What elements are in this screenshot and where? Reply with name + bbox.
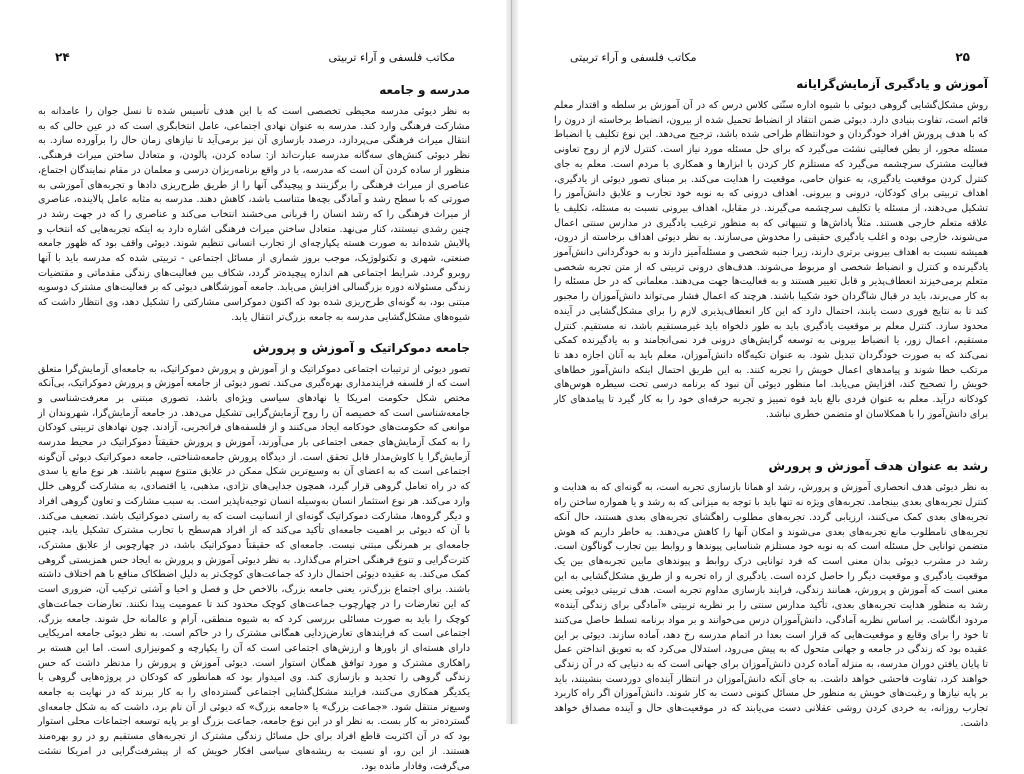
page-header bbox=[55, 50, 455, 68]
section-heading: رشد به عنوان هدف آموزش و پرورش bbox=[768, 459, 988, 474]
section-paragraph: به نظر دیوئی هدف انحصاری آموزش و پرورش، رشد او همانا بازسازی تجربه است، به گونه‌ای که به هدایت و کنترل تجربه‌های بعدی بینجامد. تجربه‌های ویژه نه تنها باید با توجه به میزانی که به رشد و یا همواره ساختن راه تجربه‌های بعدی کمک می‌کنند، ارزیابی گردد. تجربه‌های مطلوب راهگشای تجربه‌های بعدی هستند، حال آنکه تجربه‌های نامطلوب مانع تجربه‌های بعدی می‌شوند و امکان آنها را کاهش می‌دهند. به خاطر داریم که هوش متضمن توانایی حل مسئله است که به نوبه خود مستلزم شناسایی پیوندها و روابط بین تجارب گوناگون است. رشد در مشرب دیوئی بدان معنی است که فرد توانایی درک روابط و پیوندهای مابین تجربه‌های بین یک موقعیت یادگیری و موقعیت دیگر را حاصل کرده است. یادگیری از راه تجربه و از طریق مشکل‌گشایی به این معنی است که آموزش و پرورش، همانند زندگی، فرایند بازسازی مداوم تجربه است. هدف تربیتی دیوئی یعنی رشد به منظور هدایت تجربه‌های بعدی، تأکید مدارس سنتی را بر نظریه تربیتی «آمادگی برای زندگی آینده» مردود انگاشت. بر اساس نظریه آمادگی، دانش‌آموزان درس می‌خوانند و بر مواد برنامه تسلط حاصل می‌کنند تا خود را برای وقایع و موقعیت‌هایی که قرار است بعدا در اتمام مدرسه رخ دهد، آماده سازند. دیوئی بر این عقیده بود که زندگی در جامعه و جهانی متحول که به پیش می‌رود، استدلال می‌کرد که به تعویق انداختن عمل تا پایان یافتن دوران مدرسه، به منزله آماده کردن دانش‌آموزان برای جهانی است که به دنیایی که در آن زندگی خواهند کرد، تفاوت فاحشی خواهد داشت. به جای آنکه دانش‌آموزان در انتظار آینده‌ای دوردست بنشینند، باید بر پایه نیازها و رغبت‌های خویش به منظور حل مسائل کنونی دست به کار شوند. دانش‌آموزان اگر راه کاربرد تجارب روزانه، به خردی کردن روشی عقلانی دست می‌یابند که در موقعیت‌های حال و آینده مصداق خواهد داشت. bbox=[554, 482, 988, 729]
page-number: ۲۴ bbox=[55, 50, 70, 64]
page-number: ۲۵ bbox=[955, 50, 970, 64]
page-header bbox=[570, 50, 970, 68]
page-fold bbox=[511, 0, 512, 724]
right-page bbox=[518, 0, 1024, 729]
section-heading: آموزش و یادگیری آزمایش‌گرایانه bbox=[796, 77, 988, 91]
running-header: مکاتب فلسفی و آراء تربیتی bbox=[570, 51, 697, 64]
left-page bbox=[0, 0, 506, 772]
running-header: مکاتب فلسفی و آراء تربیتی bbox=[328, 51, 455, 64]
section-heading: مدرسه و جامعه bbox=[379, 83, 470, 97]
section-heading: جامعه دموکراتیک و آموزش و پرورش bbox=[252, 340, 470, 355]
section-paragraph: تصور دیوئی از ترتیبات اجتماعی دموکراتیک و از آموزش و پرورش دموکراتیک، به جامعه‌ای آزمایش‌گرا متعلق است که از فلسفه فرایندمداری بهره‌گیری می‌کند. تصور دیوئی از جامعه آموزش و پرورش دموکراتیک، بی‌آنکه مختص شکل حکومت امریکا یا نهادهای سیاسی ویژه‌ای باشد، تصوری مبتنی بر معرفت‌شناسی و جامعه‌شناسی است که خصیصه آن را روح آزمایش‌گرایی تشکیل می‌دهد. در جامعه آزمایش‌گرا، شهروندان از موانعی که حکومت‌های خودکامه ایجاد می‌کنند و از فلسفه‌های فراتجربی، آزادند. چون نهادهای تربیتی کودکان را به کمک آزمایش‌های جمعی اجتماعی بار می‌آورند، آموزش و پرورش حقیقتاً دموکراتیک در محیط مدرسه آزمایش‌گرا یا کاوش‌مدار قابل تحقق است. از دیدگاه پرورش جامعه‌شناختی، جامعه دموکراتیک دیوئی آن‌گونه اجتماعی است که به اعضای آن به وسیع‌ترین شکل ممکن در علایق متنوع سهیم باشند. هر نوع مانع یا سدی که در راه تعامل گروهی قرار گیرد، همچون جدایی‌های نژادی، مذهبی، یا اقتصادی، به مشارکت گروهی خلل وارد می‌کند. هر نوع استثمار انسان به‌وسیله انسان توجیه‌ناپذیر است. به سبب مشارکت و تعاون گروهی افراد و دیگر گروه‌ها، مشارکت دموکراتیک گونه‌ای از انسانیت است که به راستی دموکراتیک باشد. تضعیف می‌کند. با آن که دیوئی بر اهمیت جامعه‌ای تأکید می‌کند که از افراد هم‌سطح با تجارب مشترک تشکیل یابد، چنین جامعه‌ای بر همرنگی مبتنی نیست. جامعه‌ای که حقیقتاً دموکراتیک باشد، در چهارچوبی از علایق مشترک، کثرت‌گرایی و تنوع فرهنگی احترام می‌گذارد. به نظر دیوئی آموزش و پرورش به ایجاد حس همزیستی گروهی کمک می‌کند. به عقیده دیوئی احتمال دارد که جماعت‌های کوچک‌تر به دلیل اضطکاک منافع با هم اختلاف داشته باشند. برای اجتماع بزرگ‌تر، یعنی جامعه بزرگ، بالاخص حل و فصل و احیا و آشتی ترکیب آن، ضروری است که این تعارضات را در چهارچوب جماعت‌های کوچک محدود کند تا عمومیت پیدا نکنند. تعارضات جماعت‌های کوچک را باید به صورت مسائلی بررسی کرد که به شیوه منطقی، آرام و عالمانه حل شوند. جامعه بزرگ، اجتماعی است که فرایندهای تعارض‌زدایی همگانی مشترک را در حاکم است. به نظر دیوئی جامعه امریکایی دارای هسته‌ای از باورها و ارزش‌های اجتماعی است که آن را یکپارچه و کمونیزاری است. اما این هسته بر راهکاری مشترک و مورد توافق همگان استوار است. دیوئی آموزش و پرورش را مدنظر داشت که حس زندگی گروهی را تجدید و بازسازی کند. وی امیدوار بود که همانطور که کودکان در پروژه‌هایی گروهی با یکدیگر همکاری می‌کنند، فرایند مشکل‌گشایی اجتماعی گسترده‌ای را به کار ببرند که در نهایت به جامعه وسیع‌تر منتقل شود. «جماعت بزرگ» یا «جامعه بزرگ» که دیوئی از آن نام برد، داشت که به شکل جامعه‌ای گسترده‌تر به کار بست. به نظر او در این نوع جامعه، جماعت بزرگ او بر پایه توسعه اجتماعات محلی استوار بود که در آن اکثریت قاطع افراد برای حل مسائل زندگی مشترک از تجربه‌های مستقیم رو در رو بهره‌مند هستند. از این رو، او نسبت به ریشه‌های سیاسی افکار خویش که از پیشرفت‌گرایی در امریکا نشئت می‌گرفت، وفادار مانده بود. bbox=[38, 363, 470, 772]
section-paragraph: به نظر دیوئی مدرسه محیطی تخصصی است که با این هدف تأسیس شده تا نسل جوان را عامدانه به مشارکت فرهنگی وارد کند. مدرسه به عنوان نهادی اجتماعی، عامل انتخابگری است که در عین حالی که به انتقال میراث فرهنگی می‌پردازد، درصدد بازسازی آن نیز برمی‌آید تا نیازهای زمان حال را برآورده سازد. به نظر دیوئی کنش‌های سه‌گانه مدرسه عبارت‌اند از: ساده کردن، پالودن، و متعادل ساختن میراث فرهنگی. منظور از ساده کردن آن است که مدرسه، یا در واقع برنامه‌ریزان درسی و معلمان در مقام نمایندگان اجتماع، عناصری از میراث فرهنگی را برگزینند و پیچیدگی آنها را از طریق طرح‌ریزی دادها و تجربه‌های آموزشی به صورتی که با سطح رشد و آمادگی بچه‌ها متناسب باشد، کاهش دهند. مدرسه به مثابه عامل پالاینده، عناصری از میراث فرهنگی را که رشد انسان را قربانی می‌خشند انتخاب می‌کند و عناصری را که در جهت رشد در چنین رشدی نیستند، کنار می‌نهد. متعادل ساختن میراث فرهنگی اشاره دارد به اینکه تجربه‌هایی که انتخاب و پالایش شده‌اند به صورت هسته یکپارچه‌ای از تجارب انسانی تنظیم شوند. دیوئی واقف بود که ظهور جامعه صنعتی، شهری و تکنولوژیک، موجب بروز شماری از مسائل اجتماعی - تربیتی شده که مدرسه باید با آنها روبرو گردد. شرایط اجتماعی هم اندازه پیچیده‌تر گردد، شکاف بین فعالیت‌های زندگی مقدماتی و مقتضیات زندگی مسئولانه دوره بزرگسالی افزایش می‌یابد. جامعه آموزشگاهی دیوئی که بر فعالیت‌های مشترک دوسویه مبتنی بود، به گونه‌ای طرح‌ریزی شده بود که اکنون دموکراسی مشارکتی را تشکیل دهد، وی انتظار داشت که شیوه‌های مشکل‌گشایی مدرسه به جامعه بزرگ‌تر انتقال یابد. bbox=[38, 106, 470, 323]
book-gutter bbox=[506, 0, 518, 724]
page-body bbox=[554, 76, 988, 731]
page-body bbox=[38, 82, 470, 774]
section-paragraph: روش مشکل‌گشایی گروهی دیوئی با شیوه اداره سنّتی کلاس درس که در آن آموزش بر سلطه و اقتدار معلم قائم است، تفاوت بنیادی دارد. دیوئی ضمن انتقاد از انضباط تحمیل شده از بیرون، انضباط برخاسته از درون را که با هدف پرورش افراد خودگردان و خودانتظام طراحی شده باشد، ترجیح می‌دهد. این نوع تکلیف یا انضباط مسئله محور، از بطن فعالیتی نشئت می‌گیرد که برای حل مسئله مورد نیاز است. کنترل لازم از روح تعاونی فعالیت مشترک سرچشمه می‌گیرد که مستلزم کار کردن با ابزارها و همکاری با مردم است. معلم به جای کنترل کردن موقعیت یادگیری، به عنوان حامی، موقعیت را هدایت می‌کند. بر مبنای تصور دیوئی از یادگیری، اهداف تربیتی برای کودکان، درونی و بیرونی. اهداف درونی که به نوبه خود تجارب و علایق دانش‌آموز را تشکیل می‌دهند، از مسئله یا تکلیف سرچشمه می‌گیرند. در مقابل، اهداف بیرونی نسبت به مسئله، تکلیف یا علاقه متعلم خارجی هستند. مثلاً پاداش‌ها و تنبیهاتی که به منظور ترغیب یادگیری در مدارس سنتی اعمال می‌شوند، خارجی بوده و اغلب یادگیری حقیقی را مخدوش می‌سازند. به نظر دیوئی اهداف برخاسته از درون، همیشه نسبت به اهداف بیرونی برتری دارند، زیرا جنبه شخصی و مسئله‌آمیز دارند و به خودگردانی دانش‌آموز یادگیرنده و کنترل و انضباط شخصی او مربوط می‌شوند. هدف‌های درونی تربیتی که از متن تجربه شخصی متعلم برمی‌خیزند انعطاف‌پذیر و قابل تغییر هستند و به فعالیت‌ها جهت می‌دهند. معلمانی که در حل مسئله را به کار می‌برند، باید در قبال شاگردان خود شکیبا باشند. هرچند که اعمال فشار می‌تواند دانش‌آموزان را مجبور کند تا به نتایج فوری دست یابند، احتمال دارد که این کار انعطاف‌پذیری لازم را برای مشکل‌گشایی در آینده محدود سازد. کنترل معلم بر موقعیت یادگیری باید به طور دلخواه باید غیرمستقیم باشد، نه مستقیم. کنترل مستقیم، اعمال زور، یا انضباط بیرونی به توسعه گرایش‌های درونی فرد نمی‌انجامند و به یادگیرنده کمکی نمی‌کند که به صورت خودگردان تبدیل شود. به عنوان تکیه‌گاه دانش‌آموزان، معلم باید به آنان اجازه دهد تا مرتکب خطا شوند و پیامدهای اعمال خویش را تجربه کنند. به این طریق احتمال اینکه دانش‌آموز خطاهای خویش را تصحیح کند، افزایش می‌یابد. اما منظور دیوئی آن نبود که برنامه درسی تحت سیطره هوس‌های کودکانه درآید. معلم به عنوان فردی بالغ باید قوه تمییز و تجربه حرفه‌ای خود را به کار گیرد تا پیامدهای کار برای دانش‌آموز را با همکلاسان او متضمن خطری نباشد. bbox=[554, 100, 988, 420]
